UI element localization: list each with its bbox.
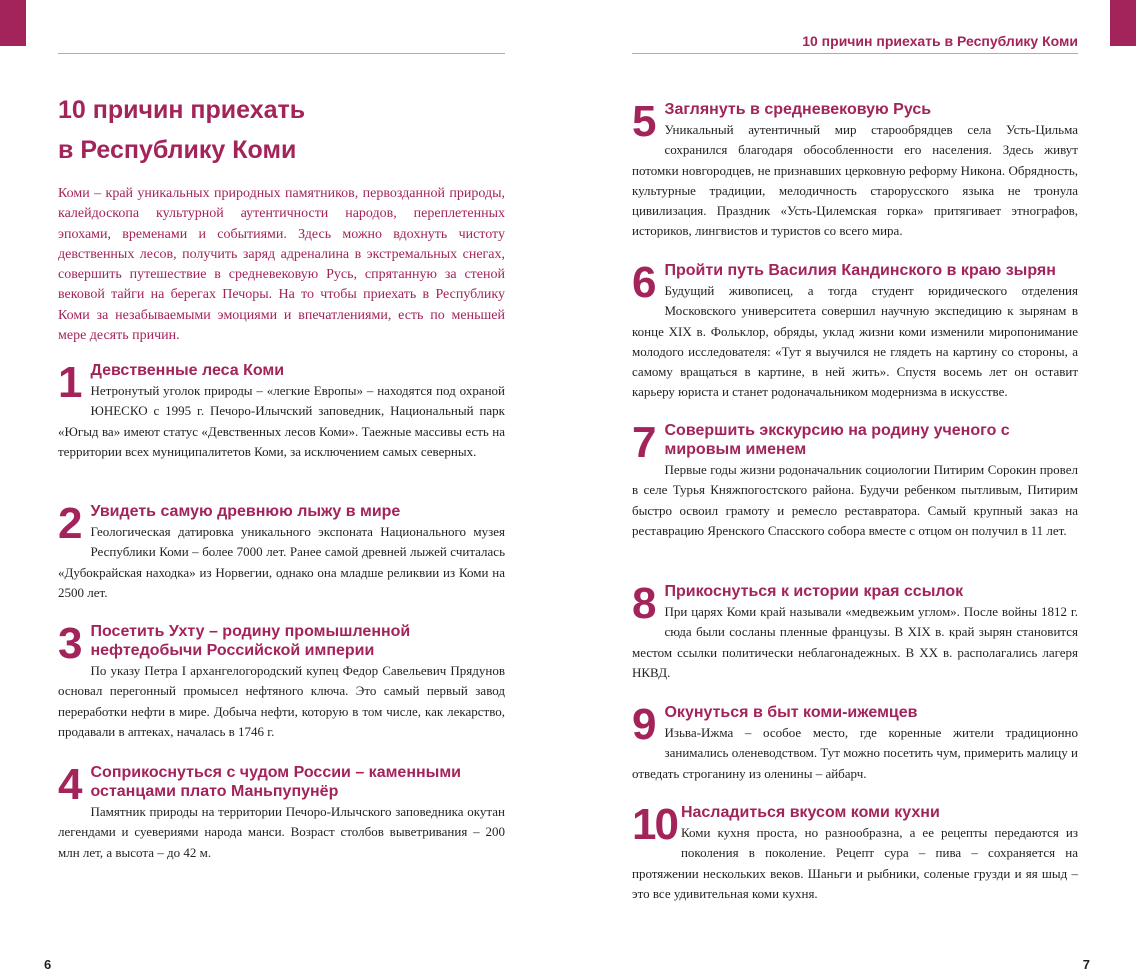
reason-text: Геологическая датировка уникального экспоната Национального музея Республики Коми – более 7000 лет. Ранее самой древней лыжей считалась «Дубокрайская находка» из Норвегии, однако она младше реликвии из Коми на 2500 лет. — [58, 524, 505, 600]
page-edge-tab — [0, 0, 26, 46]
header-rule — [632, 53, 1078, 54]
reason-heading: Окунуться в быт коми-ижемцев — [664, 704, 918, 721]
reason-heading: Соприкоснуться с чудом России – каменными останцами плато Маньпупунёр — [90, 764, 461, 800]
page-number: 6 — [44, 957, 52, 972]
right-page — [568, 0, 1136, 976]
reason-heading: Заглянуть в средневековую Русь — [664, 101, 932, 118]
page-title — [58, 90, 508, 170]
reason-10 — [632, 800, 1078, 904]
header-rule — [58, 53, 505, 54]
reason-text: При царях Коми край называли «медвежьим углом». После войны 1812 г. сюда были сосланы пленные французы. В XIX в. край зырян становится местом ссылки политически неблагонадежных. В XX в. располагались лагеря НКВД. — [632, 604, 1078, 680]
reason-6 — [632, 258, 1078, 403]
reason-heading: Насладиться вкусом коми кухни — [680, 804, 940, 821]
reason-8 — [632, 579, 1078, 683]
reason-text: Нетронутый уголок природы – «легкие Европы» – находятся под охраной ЮНЕСКО с 1995 г. Печоро-Илычский заповедник, Национальный парк «Югыд ва» имеют статус «Девственных лесов Коми». Таежные массивы есть на территории всех муниципалитетов Коми, за исключением самых северных. — [58, 383, 505, 459]
reason-number: 8 — [632, 579, 657, 628]
reason-number: 9 — [632, 700, 657, 749]
reason-9 — [632, 700, 1078, 784]
reason-text: Первые годы жизни родоначальник социологии Питирим Сорокин провел в селе Турья Княжпогостского района. Будучи ребенком пытливым, Питирим быстро освоил грамоту и ремесло реставратора. Самый крупный заказ на реставрацию Яренского Спасского собора вместе с отцом он получил в 11 лет. — [632, 462, 1078, 538]
reason-number: 6 — [632, 258, 657, 307]
reason-heading: Девственные леса Коми — [90, 362, 285, 379]
reason-3 — [58, 619, 505, 742]
reason-heading: Увидеть самую древнюю лыжу в мире — [90, 503, 401, 520]
page-edge-tab — [1110, 0, 1136, 46]
reason-number: 2 — [58, 499, 83, 548]
reason-text: По указу Петра I архангелогородский купец Федор Савельевич Прядунов основал перегонный промысел нефтяного ключа. Это самый первый завод переработки нефти в мире. Добыча нефти, которую в том числе, как лекарство, продавали в аптеках, началась в 1746 г. — [58, 663, 505, 739]
running-head: 10 причин приехать в Республику Коми — [802, 33, 1078, 49]
reason-text: Будущий живописец, а тогда студент юридического отделения Московского университета совершил научную экспедицию к зырянам в конце XIX в. Фольклор, обряды, уклад жизни коми изменили миропонимание молодого исследователя: «Тут я выучился не глядеть на картину со стороны, а самому вращаться в картине, в ней жить». Спустя восемь лет он оставит карьеру юриста и станет родоначальником модернизма в искусстве. — [632, 283, 1078, 400]
reason-number: 10 — [632, 800, 677, 849]
reason-7 — [632, 418, 1078, 541]
page-number: 7 — [1082, 957, 1090, 972]
reason-number: 7 — [632, 418, 657, 467]
reason-number: 4 — [58, 760, 83, 809]
reason-text: Уникальный аутентичный мир старообрядцев села Усть-Цильма сохранился благодаря обособленности его населения. Здесь живут потомки новгородцев, не признавших церковную реформу Никона. Обрядность, культурные традиции, мелодичность старорусского языка не тронула цивилизация. Праздник «Усть-Цилемская горка» притягивает этнографов, историков, лингвистов и туристов со всего мира. — [632, 122, 1078, 239]
reason-2 — [58, 499, 505, 603]
reason-text: Памятник природы на территории Печоро-Илычского заповедника окутан легендами и суевериями народа манси. Возраст столбов выветривания – 200 млн лет, а высота – до 42 м. — [58, 804, 505, 860]
reason-heading: Совершить экскурсию на родину ученого с мировым именем — [664, 422, 1010, 458]
reason-number: 3 — [58, 619, 83, 668]
reason-1 — [58, 358, 505, 462]
reason-number: 1 — [58, 358, 83, 407]
reason-heading: Пройти путь Василия Кандинского в краю зырян — [664, 262, 1056, 279]
reason-heading: Прикоснуться к истории края ссылок — [664, 583, 964, 600]
reason-number: 5 — [632, 97, 657, 146]
reason-5 — [632, 97, 1078, 242]
title-line-2: в Республику Коми — [58, 136, 297, 164]
intro-paragraph: Коми – край уникальных природных памятников, первозданной природы, калейдоскопа культурной аутентичности народов, переплетенных эпохами, временами и событиями. Здесь можно вдохнуть чистоту девственных лесов, получить заряд адреналина в экстремальных снегах, совершить путешествие в средневековую Русь, спрятанную за стеной вековой тайги на берегах Печоры. На то чтобы приехать в Республику Коми за незабываемыми эмоциями и впечатлениями, есть по меньшей мере десять причин. — [58, 186, 505, 344]
reason-text: Коми кухня проста, но разнообразна, а ее рецепты передаются из поколения в поколение. Рецепт сура – пива – сохраняется на протяжении нескольких веков. Шаньги и рыбники, соленые грузди и яя шыд – это все удивительная коми кухня. — [632, 825, 1078, 901]
title-line-1: 10 причин приехать — [58, 96, 306, 124]
reason-4 — [58, 760, 505, 863]
reason-text: Изьва-Ижма – особое место, где коренные жители традиционно занимались оленеводством. Тут можно посетить чум, примерить малицу и отведать строганину из оленины – айбарч. — [632, 725, 1078, 781]
reason-heading: Посетить Ухту – родину промышленной нефтедобычи Российской империи — [90, 623, 411, 659]
